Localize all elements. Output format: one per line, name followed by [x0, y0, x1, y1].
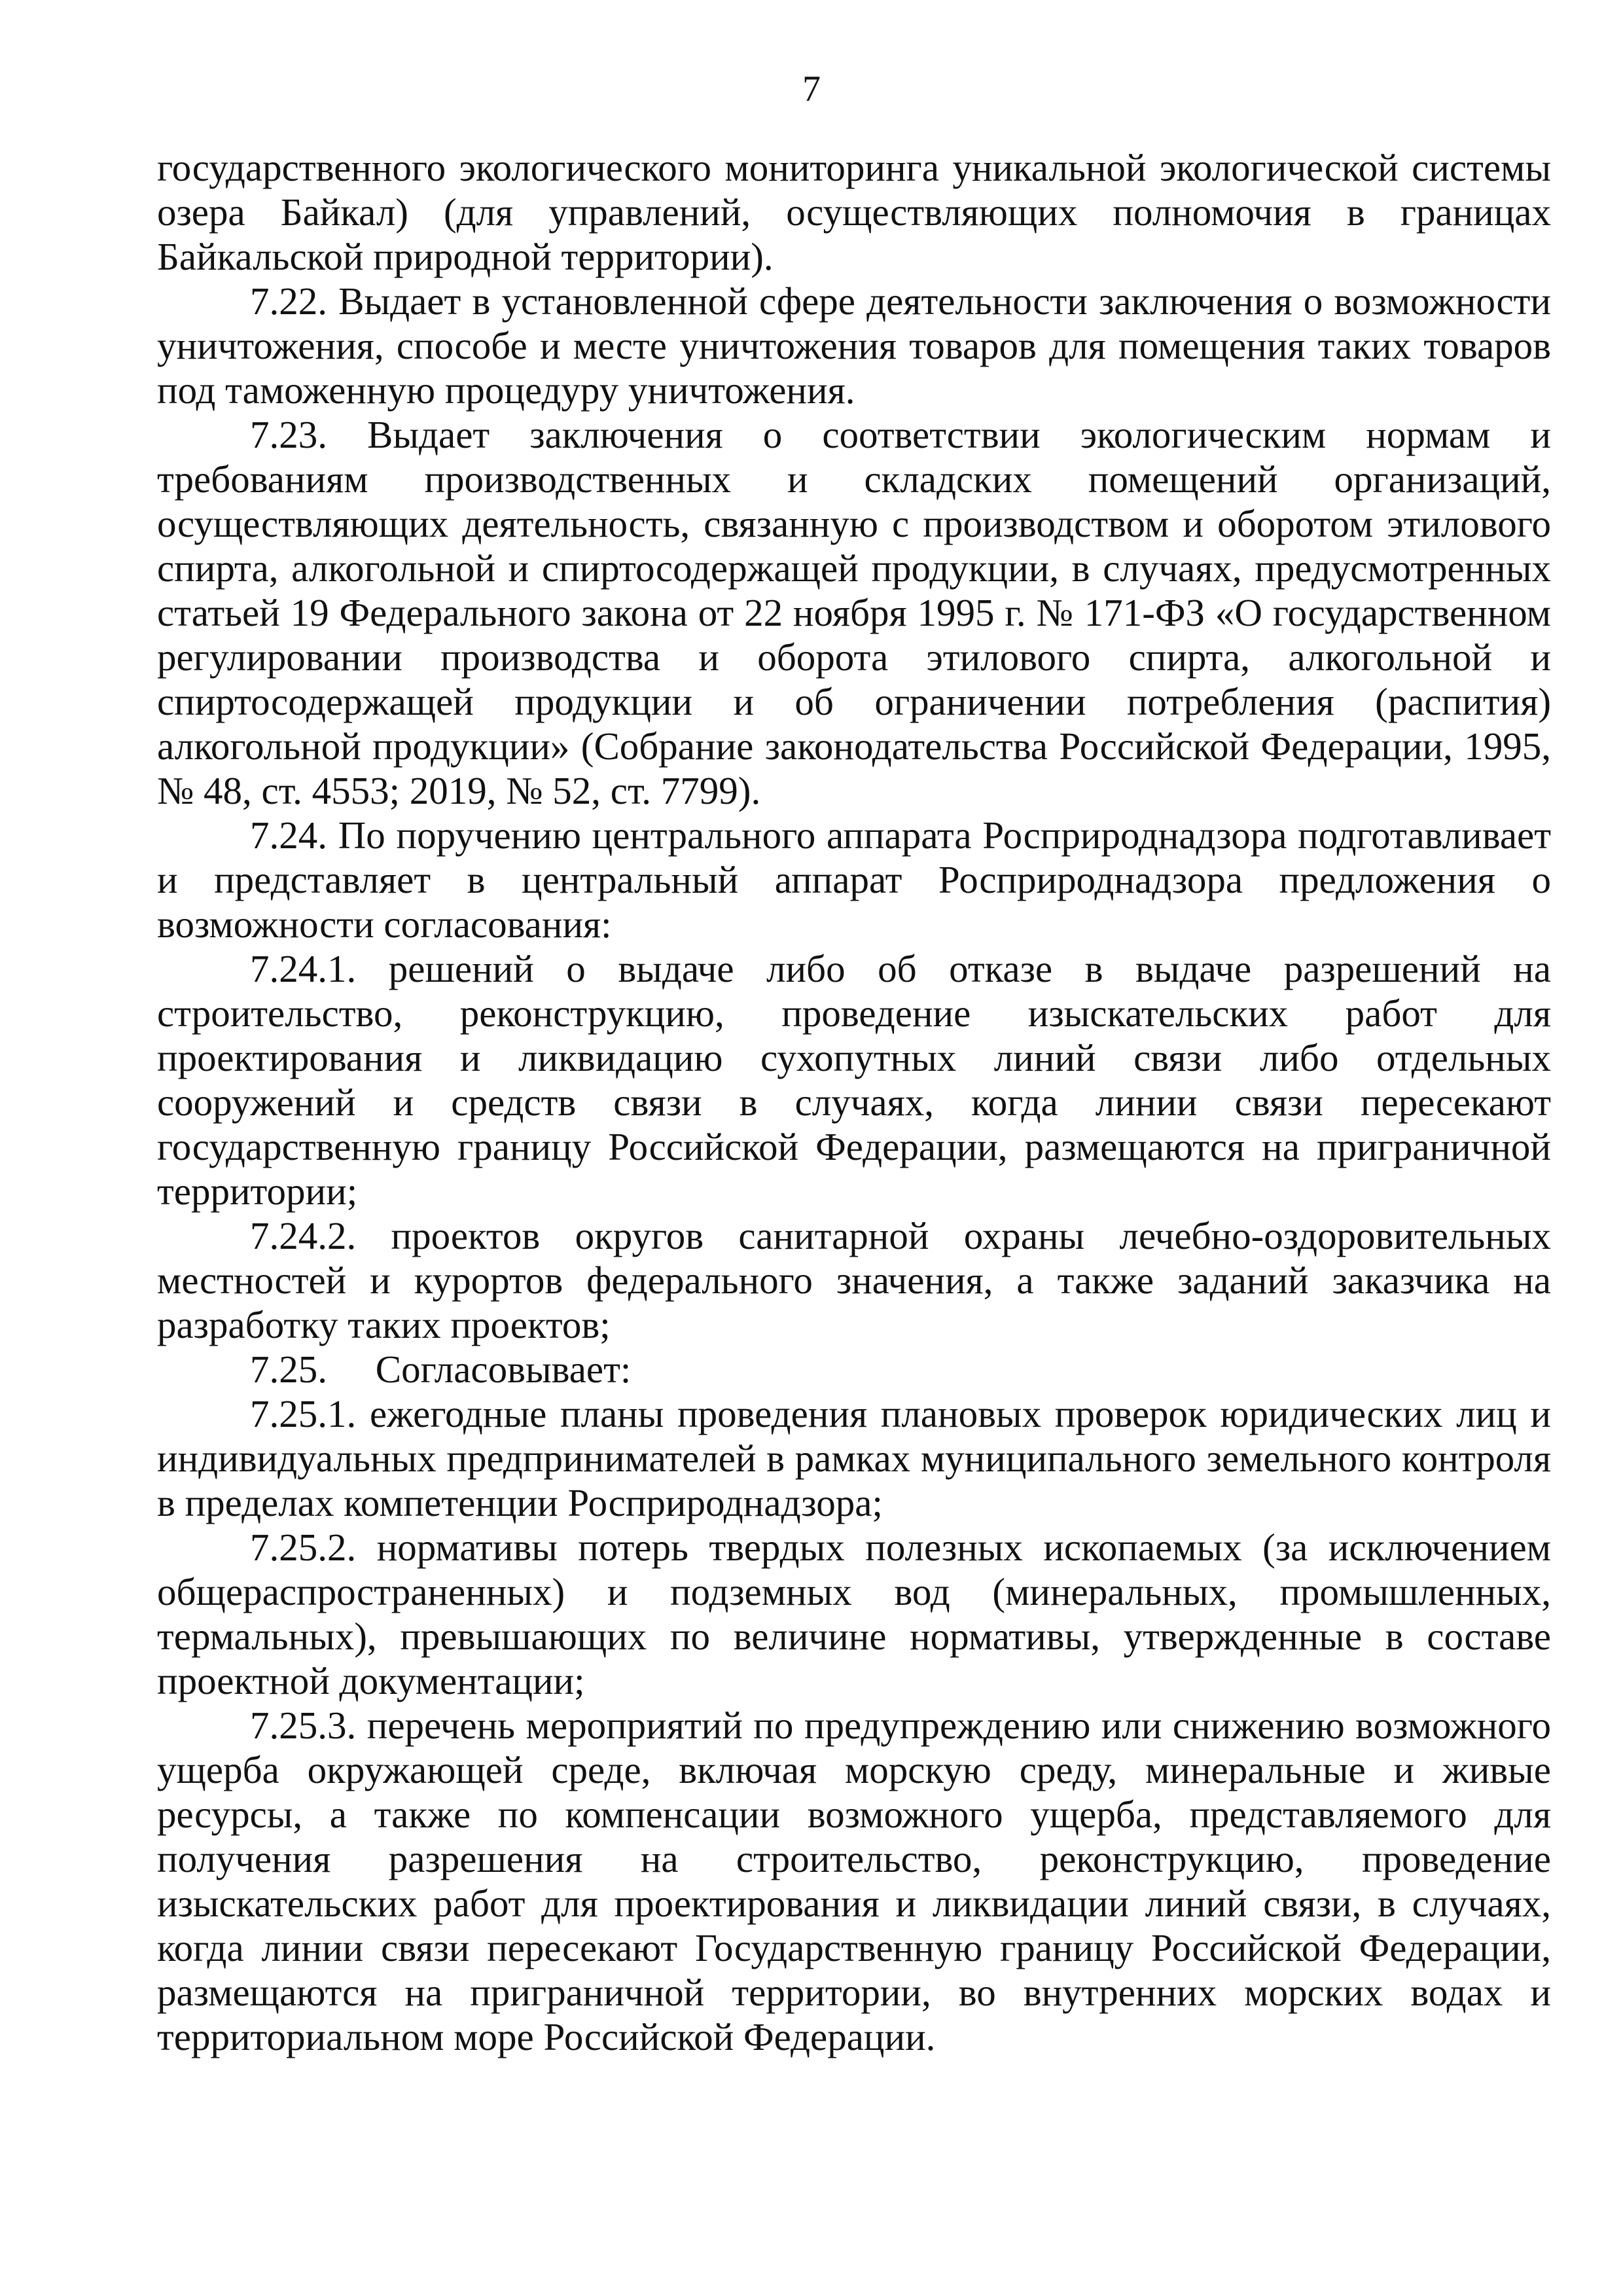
paragraph-7-22: 7.22. Выдает в установленной сфере деятельности заключения о возможности уничтожения, способе и месте уничтожения товаров для помещения таких товаров под таможенную процедуру уничтожения. [157, 279, 1551, 412]
paragraph-7-25-1: 7.25.1. ежегодные планы проведения плановых проверок юридических лиц и индивидуальных предпринимателей в рамках муниципального земельного контроля в пределах компетенции Росприроднадзора; [157, 1392, 1551, 1524]
paragraph-7-25-3: 7.25.3. перечень мероприятий по предупреждению или снижению возможного ущерба окружающей среде, включая морскую среду, минеральные и живые ресурсы, а также по компенсации возможного ущерба, представляемого для получения разрешения на строительство, реконструкцию, проведение изыскательских работ для проектирования и ликвидации линий связи, в случаях, когда линии связи пересекают Государственную границу Российской Федерации, размещаются на приграничной территории, во внутренних морских водах и территориальном море Российской Федерации. [157, 1704, 1551, 2058]
paragraph-7-24-1: 7.24.1. решений о выдаче либо об отказе в выдаче разрешений на строительство, реконструкцию, проведение изыскательских работ для проектирования и ликвидацию сухопутных линий связи либо отдельных сооружений и средств связи в случаях, когда линии связи пересекают государственную границу Российской Федерации, размещаются на приграничной территории; [157, 947, 1551, 1213]
paragraph-7-23: 7.23. Выдает заключения о соответствии экологическим нормам и требованиям производственных и складских помещений организаций, осуществляющих деятельность, связанную с производством и оборотом этилового спирта, алкогольной и спиртосодержащей продукции, в случаях, предусмотренных статьей 19 Федерального закона от 22 ноября 1995 г. № 171-ФЗ «О государственном регулировании производства и оборота этилового спирта, алкогольной и спиртосодержащей продукции и об ограничении потребления (распития) алкогольной продукции» (Собрание законодательства Российской Федерации, 1995, № 48, ст. 4553; 2019, № 52, ст. 7799). [157, 413, 1551, 812]
paragraph-7-25: 7.25. Согласовывает: [250, 1348, 632, 1391]
paragraph-continuation: государственного экологического мониторинга уникальной экологической системы озера Байкал) (для управлений, осуществляющих полномочия в границах Байкальской природной территории). [157, 146, 1551, 278]
paragraph-7-25-2: 7.25.2. нормативы потерь твердых полезных ископаемых (за исключением общераспространенных) и подземных вод (минеральных, промышленных, термальных), превышающих по величине нормативы, утвержденные в составе проектной документации; [157, 1526, 1551, 1702]
document-body [157, 145, 1551, 2059]
paragraph-7-24-2: 7.24.2. проектов округов санитарной охраны лечебно-оздоровительных местностей и курортов федерального значения, а также заданий заказчика на разработку таких проектов; [157, 1214, 1551, 1346]
page-number: 7 [802, 69, 821, 109]
paragraph-7-24: 7.24. По поручению центрального аппарата Росприроднадзора подготавливает и представляет в центральный аппарат Росприроднадзора предложения о возможности согласования: [157, 814, 1551, 946]
